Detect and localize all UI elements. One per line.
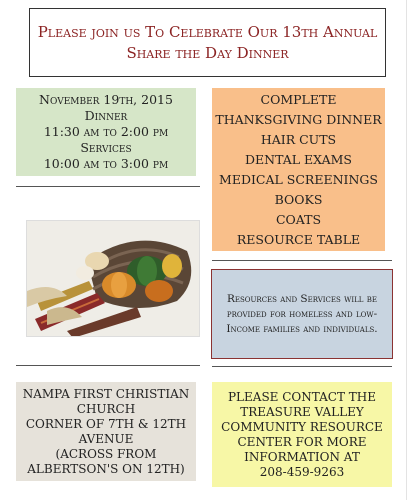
services-time: 10:00 am to 3:00 pm [43,156,169,171]
dinner-time: 11:30 am to 2:00 pm [43,124,169,139]
contact-line: COMMUNITY RESOURCE [221,419,383,434]
services-item: HAIR CUTS [260,131,337,147]
services-item: COATS [275,211,322,227]
services-item: RESOURCE TABLE [236,231,361,247]
resources-note: Resources and Services will be provided for homeless and low-Income families and individuals. [226,292,378,335]
services-item: COMPLETE [260,91,337,107]
services-item: DENTAL EXAMS [244,151,352,167]
services-label: Services [80,140,132,155]
divider-rule [212,260,392,261]
contact-phone: 208-459-9263 [259,464,345,479]
contact-line: TREASURE VALLEY [240,404,364,419]
location-line: ALBERTSON'S ON 12TH) [27,461,185,476]
divider-rule [16,365,200,366]
title-box [29,8,386,77]
page-edge [406,0,407,500]
services-list-box [212,88,385,251]
location-line: CORNER OF 7TH & 12TH [25,416,187,431]
services-item: MEDICAL SCREENINGS [219,171,378,187]
services-item: THANKSGIVING DINNER [215,111,382,127]
event-date: November 19th, 2015 [39,92,173,107]
event-details-box [16,88,196,176]
resources-note-box [211,269,393,359]
contact-line: PLEASE CONTACT THE [227,389,377,404]
title-line-1: Please join us To Celebrate Our 13th Annual [37,22,378,41]
location-line: (ACROSS FROM [55,446,157,461]
location-line: CHURCH [76,401,136,416]
services-item: BOOKS [274,191,323,207]
contact-line: CENTER FOR MORE [237,434,367,449]
divider-rule [212,366,392,367]
location-line: AVENUE [78,431,134,446]
dinner-label: Dinner [84,108,128,123]
location-box [16,382,196,481]
location-line: NAMPA FIRST CHRISTIAN [22,386,190,401]
contact-line: INFORMATION AT [244,449,360,464]
title-line-2: Share the Day Dinner [126,43,289,62]
contact-box [212,382,392,487]
harvest-photo [26,220,200,337]
harvest-illustration [27,221,200,337]
divider-rule [16,186,200,187]
